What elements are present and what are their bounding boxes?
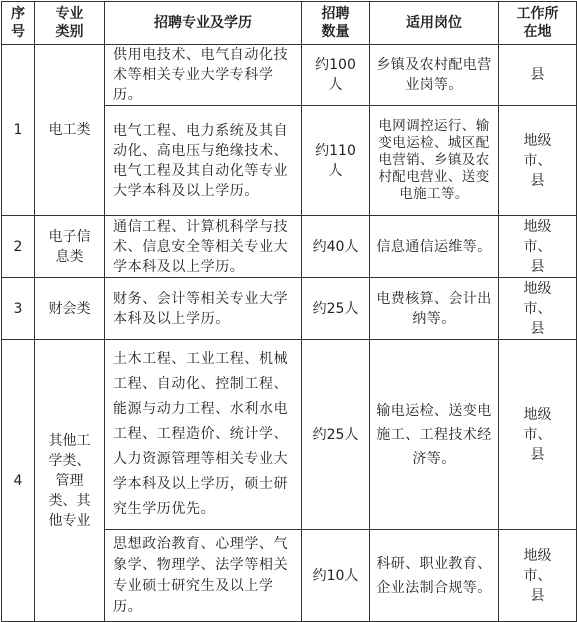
row-number: 1 [2, 45, 35, 216]
header-row [2, 2, 577, 45]
category-cell: 财会类 [35, 278, 105, 340]
major-cell: 供用电技术、电气自动化技术等相关专业大学专科学历。 [105, 45, 302, 106]
count-cell: 约10人 [302, 530, 370, 622]
major-cell: 财务、会计等相关专业大学本科及以上学历。 [105, 278, 302, 340]
location-cell: 县 [499, 45, 577, 106]
header-no: 序号 [2, 2, 35, 45]
major-cell: 土木工程、工业工程、机械工程、自动化、控制工程、能源与动力工程、水利水电工程、工程造价、统计学、人力资源管理等相关专业大学本科及以上学历，硕士研究生学历优先。 [105, 340, 302, 530]
post-cell: 信息通信运维等。 [370, 216, 499, 278]
post-cell: 电网调控运行、输变电运检、城区配电营销、乡镇及农村配电营业、送变电施工等。 [370, 106, 499, 216]
count-cell: 约25人 [302, 278, 370, 340]
count-cell: 约25人 [302, 340, 370, 530]
header-category: 专业类别 [35, 2, 105, 45]
count-cell: 约110人 [302, 106, 370, 216]
post-cell: 电费核算、会计出纳等。 [370, 278, 499, 340]
major-cell: 思想政治教育、心理学、气象学、物理学、法学等相关专业硕士研究生及以上学历。 [105, 530, 302, 622]
table-row [2, 45, 577, 106]
header-post: 适用岗位 [370, 2, 499, 45]
header-major: 招聘专业及学历 [105, 2, 302, 45]
count-cell: 约40人 [302, 216, 370, 278]
table-row [2, 340, 577, 530]
category-cell: 其他工学类、管理类、其他专业 [35, 340, 105, 622]
table-row [2, 278, 577, 340]
count-cell: 约100人 [302, 45, 370, 106]
header-count: 招聘数量 [302, 2, 370, 45]
recruitment-table [1, 1, 577, 622]
location-cell: 地级市、县 [499, 216, 577, 278]
post-cell: 输电运检、送变电施工、工程技术经济等。 [370, 340, 499, 530]
row-number: 3 [2, 278, 35, 340]
location-cell: 地级市、县 [499, 106, 577, 216]
table-row [2, 216, 577, 278]
location-cell: 地级市、县 [499, 278, 577, 340]
location-cell: 地级市、县 [499, 530, 577, 622]
major-cell: 电气工程、电力系统及其自动化、高电压与绝缘技术、电气工程及其自动化等专业大学本科及以上学历。 [105, 106, 302, 216]
header-location: 工作所在地 [499, 2, 577, 45]
location-cell: 地级市、县 [499, 340, 577, 530]
post-cell: 科研、职业教育、企业法制合规等。 [370, 530, 499, 622]
category-cell: 电子信息类 [35, 216, 105, 278]
major-cell: 通信工程、计算机科学与技术、信息安全等相关专业大学本科及以上学历。 [105, 216, 302, 278]
row-number: 4 [2, 340, 35, 622]
post-cell: 乡镇及农村配电营业岗等。 [370, 45, 499, 106]
category-cell: 电工类 [35, 45, 105, 216]
row-number: 2 [2, 216, 35, 278]
